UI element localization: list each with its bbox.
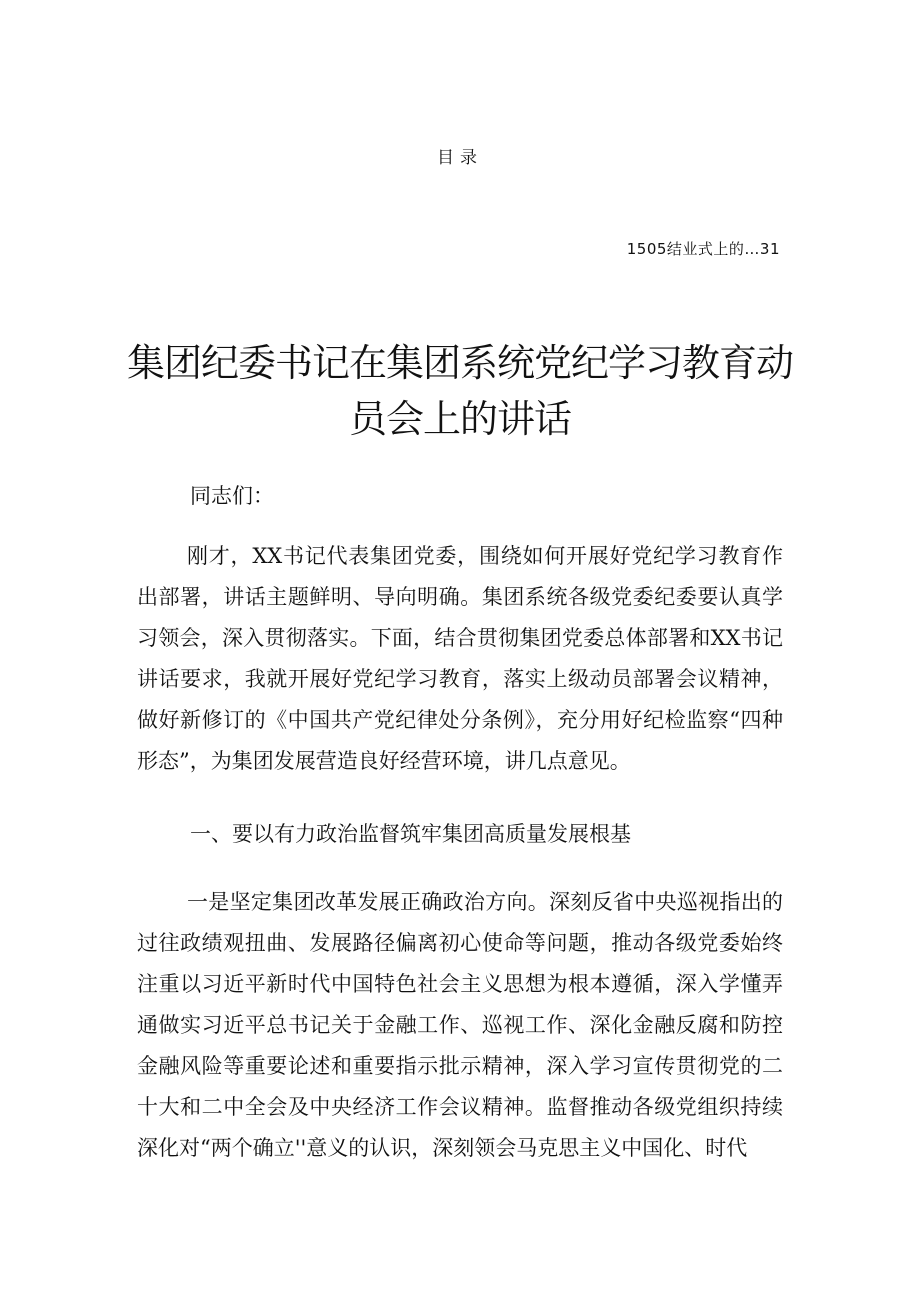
section-heading: 一、要以有力政治监督筑牢集团高质量发展根基 — [190, 822, 631, 846]
toc-entry[interactable]: 1505结业式上的…31 — [626, 240, 780, 258]
document-title: 集团纪委书记在集团系统党纪学习教育动员会上的讲话 — [126, 341, 793, 441]
paragraph-intro: 刚才，XX书记代表集团党委，围绕如何开展好党纪学习教育作出部署，讲话主题鲜明、导向明确。集团系统各级党委纪委要认真学习领会，深入贯彻落实。下面，结合贯彻集团党委总体部署和XX书记讲话要求，我就开展好党纪学习教育，落实上级动员部署会议精神，做好新修订的《中国共产党纪律处分条例》，充分用好纪检监察“四种形态”，为集团发展营造良好经营环境，讲几点意见。 — [137, 544, 783, 773]
toc-heading: 目录 — [437, 148, 483, 168]
salutation: 同志们： — [190, 484, 274, 508]
paragraph-body: 一是坚定集团改革发展正确政治方向。深刻反省中央巡视指出的过往政绩观扭曲、发展路径偏离初心使命等问题，推动各级党委始终注重以习近平新时代中国特色社会主义思想为根本遵循，深入学懂弄通做实习近平总书记关于金融工作、巡视工作、深化金融反腐和防控金融风险等重要论述和重要指示批示精神，深入学习宣传贯彻党的二十大和二中全会及中央经济工作会议精神。监督推动各级党组织持续深化对“两个确立''意义的认识，深刻领会马克思主义中国化、时代 — [137, 890, 783, 1160]
